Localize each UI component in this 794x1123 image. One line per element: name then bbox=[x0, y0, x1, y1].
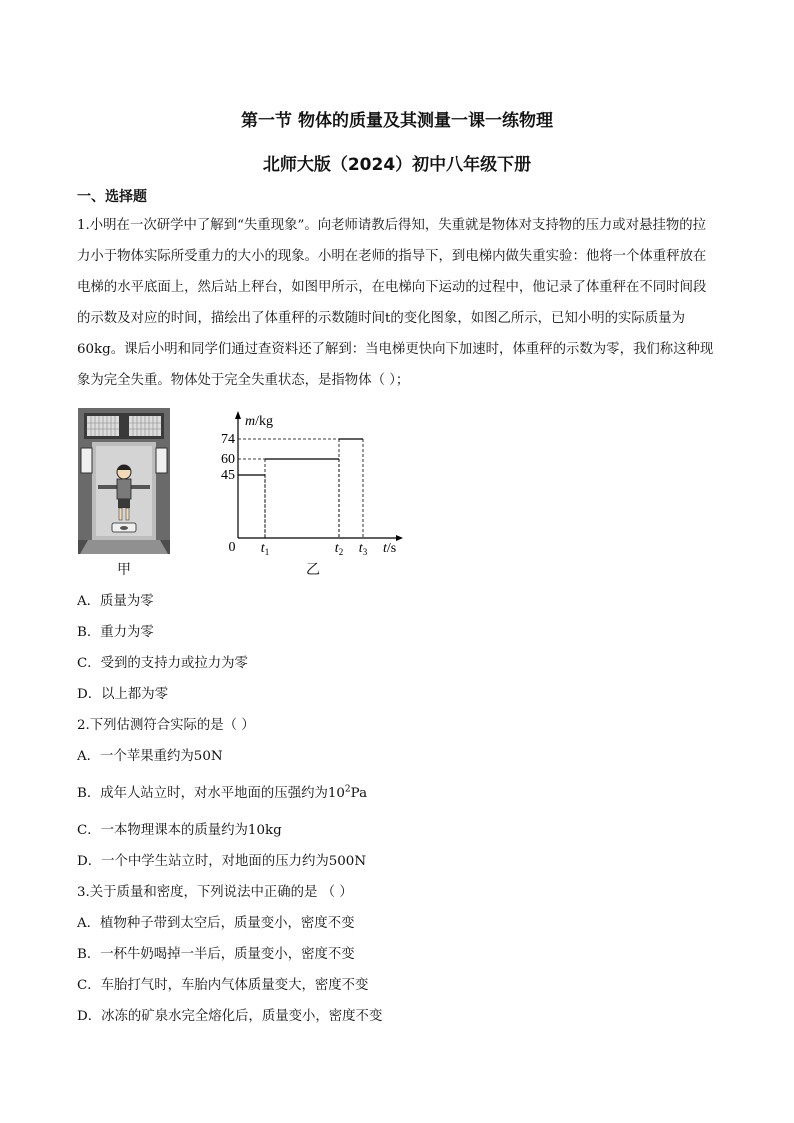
q2-stem: 2.下列估测符合实际的是（ ） bbox=[77, 718, 255, 733]
q2-option-a: A．一个苹果重约为50N bbox=[77, 749, 223, 764]
x-tick-label-t3: $t_3$ bbox=[358, 541, 368, 557]
q2-option-b-unit: Pa bbox=[350, 786, 368, 801]
y-axis-arrow bbox=[235, 411, 241, 419]
y-axis-label: m/kg bbox=[245, 414, 274, 429]
q2-option-b-text: B．成年人站立时，对水平地面的压强约为10 bbox=[77, 786, 345, 801]
q3-option-a: A．植物种子带到太空后，质量变小，密度不变 bbox=[77, 916, 355, 931]
q3-option-d: D．冰冻的矿泉水完全熔化后，质量变小，密度不变 bbox=[77, 1009, 383, 1024]
x-tick-label-t1: $t_1$ bbox=[260, 541, 270, 557]
q3-stem: 3.关于质量和密度，下列说法中正确的是 （ ） bbox=[77, 885, 353, 900]
q3-option-b: B．一杯牛奶喝掉一半后，质量变小，密度不变 bbox=[77, 947, 355, 962]
x-tick-label-t2: $t_2$ bbox=[334, 541, 344, 557]
q1-stem: 1.小明在一次研学中了解到“失重现象”。向老师请教后得知，失重就是物体对支持物的压力或对悬挂物的拉力小于物体实际所受重力的大小的现象。小明在老师的指导下，到电梯内做失重实验：他将一个体重秤放在电梯的水平底面上，然后站上秤台，如图甲所示，在电梯向下运动的过程中，他记录了体重秤在不同时间段的示数及对应的时间，描绘出了体重秤的示数随时间t的变化图象，如图乙所示，已知小明的实际质量为60kg。课后小明和同学们通过查资料还了解到：当电梯更快向下加速时，体重秤的示数为零，我们称这种现象为完全失重。物体处于完全失重状态，是指物体（ ）； bbox=[77, 218, 714, 388]
q1-option-c: C．受到的支持力或拉力为零 bbox=[77, 656, 248, 671]
elevator-illustration bbox=[78, 408, 170, 554]
figure-left-caption: 甲 bbox=[117, 562, 131, 578]
y-tick-label-60: 60 bbox=[221, 452, 235, 467]
q1-option-b: B．重力为零 bbox=[77, 625, 154, 640]
q1-option-a: A．质量为零 bbox=[77, 594, 154, 609]
q3-option-c: C．车胎打气时，车胎内气体质量变大，密度不变 bbox=[77, 978, 369, 993]
q2-option-b bbox=[77, 782, 367, 801]
origin-label: 0 bbox=[228, 540, 236, 555]
x-axis-label: t/s bbox=[383, 541, 397, 556]
section-heading: 一、选择题 bbox=[77, 189, 147, 205]
page-title-line1: 第一节 物体的质量及其测量一课一练物理 bbox=[241, 111, 553, 131]
q2-option-c: C．一本物理课本的质量约为10kg bbox=[77, 823, 282, 838]
mass-time-graph bbox=[215, 405, 415, 565]
q2-option-d: D．一个中学生站立时，对地面的压力约为500N bbox=[77, 854, 367, 869]
figure-right-caption: 乙 bbox=[306, 562, 320, 578]
q1-option-d: D．以上都为零 bbox=[77, 687, 169, 702]
q2-option-b-exponent: 2 bbox=[344, 784, 351, 795]
y-tick-label-45: 45 bbox=[221, 468, 235, 483]
y-tick-label-74: 74 bbox=[221, 432, 235, 447]
x-axis-arrow bbox=[396, 535, 403, 541]
page-title-line2: 北师大版（2024）初中八年级下册 bbox=[262, 155, 532, 175]
